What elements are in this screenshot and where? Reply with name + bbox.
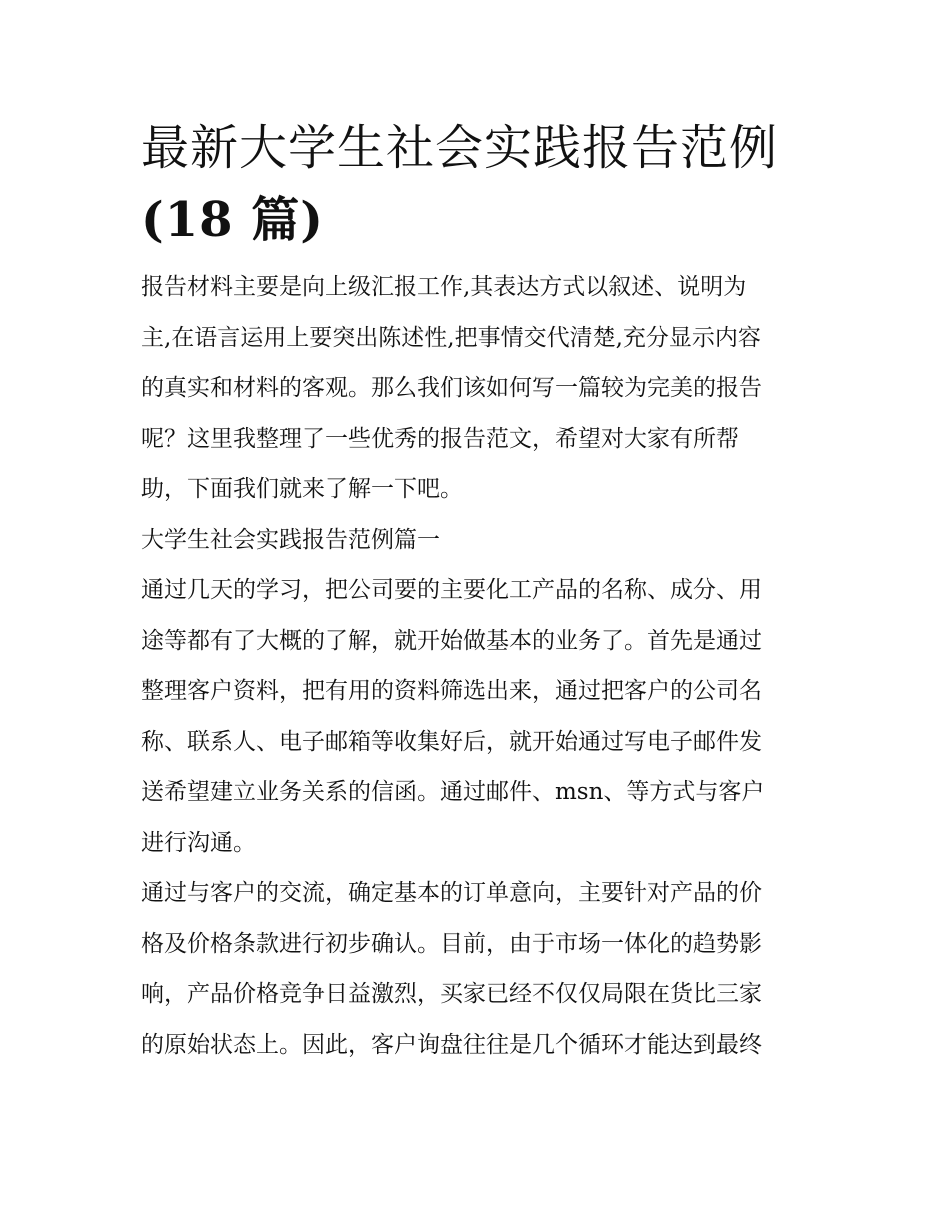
text-line: 称、联系人、电子邮箱等收集好后，就开始通过写电子邮件发	[141, 728, 762, 755]
text-line: 助，下面我们就来了解一下吧。	[141, 476, 463, 502]
body-paragraph-1	[141, 565, 813, 868]
text-line: 整理客户资料，把有用的资料筛选出来，通过把客户的公司名	[141, 678, 762, 704]
text-line: 送希望建立业务关系的信函。通过邮件、msn、等方式与客户	[141, 779, 765, 805]
text-line: 报告材料主要是向上级汇报工作,其表达方式以叙述、说明为	[141, 274, 747, 300]
text-line: 的真实和材料的客观。那么我们该如何写一篇较为完美的报告	[141, 375, 762, 401]
text-line: 主,在语言运用上要突出陈述性,把事情交代清楚,充分显示内容	[141, 324, 761, 351]
text-line: 呢？这里我整理了一些优秀的报告范文，希望对大家有所帮	[141, 425, 739, 452]
document-page	[141, 112, 813, 1070]
title-line-1: 最新大学生社会实践报告范例	[141, 120, 779, 176]
text-line: 格及价格条款进行初步确认。目前，由于市场一体化的趋势影	[141, 930, 762, 957]
document-body	[141, 262, 813, 1070]
text-line: 进行沟通。	[141, 829, 256, 856]
text-line: 响，产品价格竞争日益激烈，买家已经不仅仅局限在货比三家	[141, 981, 762, 1007]
text-line: 的原始状态上。因此，客户询盘往往是几个循环才能达到最终	[141, 1031, 762, 1058]
text-line: 通过几天的学习，把公司要的主要化工产品的名称、成分、用	[141, 577, 762, 603]
title-line-2: (18 篇)	[141, 192, 324, 248]
body-paragraph-2	[141, 868, 813, 1070]
section-heading	[141, 515, 813, 566]
text-line: 途等都有了大概的了解，就开始做基本的业务了。首先是通过	[141, 627, 762, 654]
section-heading-text: 大学生社会实践报告范例篇一	[141, 526, 440, 553]
text-line: 通过与客户的交流，确定基本的订单意向，主要针对产品的价	[141, 880, 762, 906]
document-title	[141, 112, 813, 256]
intro-paragraph	[141, 262, 813, 515]
